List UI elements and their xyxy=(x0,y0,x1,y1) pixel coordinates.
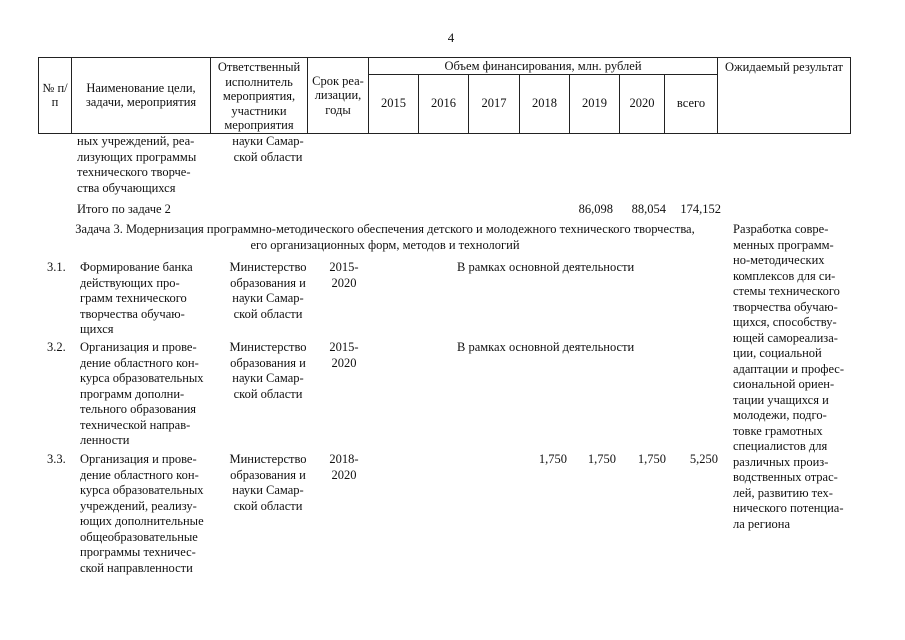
total-task2-label: Итого по задаче 2 xyxy=(77,202,171,216)
continuation-responsible: науки Самар- ской области xyxy=(232,134,304,164)
row-3-1-note: В рамках основной деятельности xyxy=(457,260,635,274)
header-year-2017: 2017 xyxy=(469,74,520,133)
row-3-2-term: 2015- 2020 xyxy=(329,340,359,370)
row-3-3-total: 5,250 xyxy=(689,452,718,466)
page-number: 4 xyxy=(447,30,455,45)
row-3-2-number: 3.2. xyxy=(47,340,66,354)
header-col-name: Наименование цели, задачи, мероприятия xyxy=(72,58,211,134)
header-year-2020: 2020 xyxy=(620,74,665,133)
row-3-2-responsible: Министерство образования и науки Самар- ской области xyxy=(229,340,307,401)
row-3-1-name: Формирование банка действующих про- грамм технического творчества обучаю- щихся xyxy=(80,260,193,336)
row-3-1-term: 2015- 2020 xyxy=(329,260,359,290)
header-year-2019: 2019 xyxy=(570,74,620,133)
task3-heading: Задача 3. Модернизация программно-методического обеспечения детского и молодежного технического творчества, его организационных форм, методов и технологий xyxy=(75,222,695,252)
total-task2-2020: 88,054 xyxy=(631,202,666,216)
header-col-result: Ожидаемый результат xyxy=(718,58,851,134)
header-col-responsible: Ответственный исполнитель мероприятия, участники мероприятия xyxy=(211,58,308,134)
header-col-number: № п/п xyxy=(39,58,72,134)
row-3-2-note: В рамках основной деятельности xyxy=(457,340,635,354)
header-year-total: всего xyxy=(665,74,718,133)
total-task2-2019: 86,098 xyxy=(578,202,613,216)
header-col-financing: Объем финансирования, млн. рублей xyxy=(369,58,718,75)
header-year-2016: 2016 xyxy=(419,74,469,133)
expected-result: Разработка совре- менных программ- но-методических комплексов для си- стемы технического творчества обучаю- щихся, способству- ющей самореализа- ции, социальной адаптации и профес- сиональной ориен- тации учащихся и молодежи, подго- товке грамотных специалистов для различных произ- водственных отрас- лей, развитию тех- нического потенциа- ла региона xyxy=(733,222,845,531)
row-3-3-name: Организация и прове- дение областного кон- курса образовательных учреждений, реализу- ющих дополнительные общеобразовательные программы техничес- ской направленности xyxy=(80,452,204,575)
row-3-1-responsible: Министерство образования и науки Самар- ской области xyxy=(229,260,307,321)
row-3-3-term: 2018- 2020 xyxy=(329,452,359,482)
total-task2-total: 174,152 xyxy=(680,202,721,216)
row-3-3-2019: 1,750 xyxy=(587,452,616,466)
row-3-3-2020: 1,750 xyxy=(637,452,666,466)
header-year-2015: 2015 xyxy=(369,74,419,133)
continuation-name: ных учреждений, реа- лизующих программы технического творче- ства обучающихся xyxy=(77,134,197,195)
row-3-2-name: Организация и прове- дение областного кон- курса образовательных программ дополни- тельного образования технической направ- ленности xyxy=(80,340,204,447)
row-3-1-number: 3.1. xyxy=(47,260,66,274)
header-col-term: Срок реа-лизации, годы xyxy=(308,58,369,134)
row-3-3-responsible: Министерство образования и науки Самар- ской области xyxy=(229,452,307,513)
header-year-2018: 2018 xyxy=(520,74,570,133)
header-table xyxy=(38,57,851,134)
row-3-3-number: 3.3. xyxy=(47,452,66,466)
row-3-3-2018: 1,750 xyxy=(538,452,567,466)
